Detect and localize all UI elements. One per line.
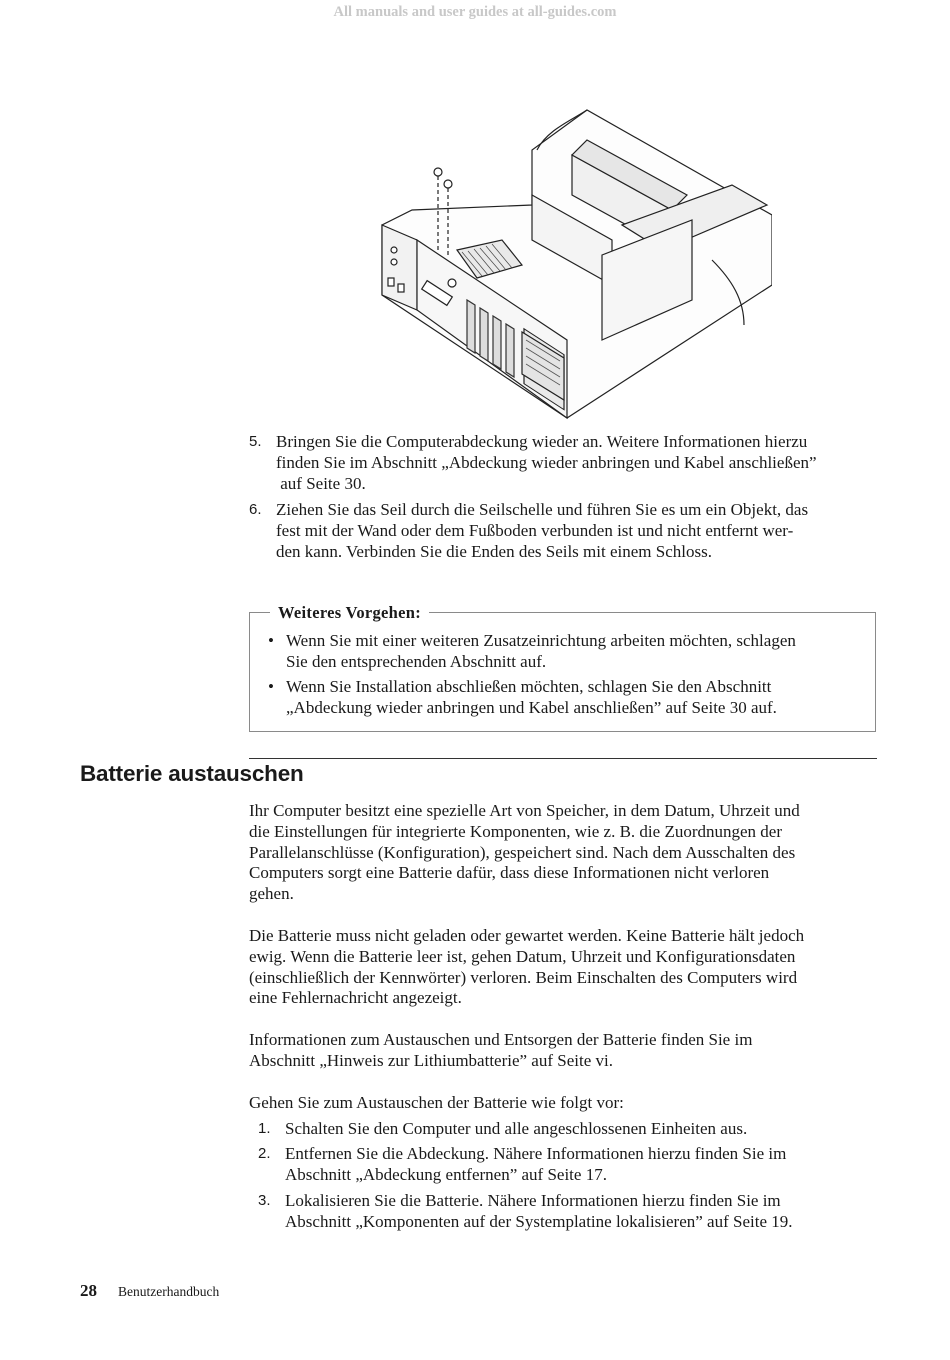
paragraph-line: ewig. Wenn die Batterie leer ist, gehen Datum, Uhrzeit und Konfigurationsdaten xyxy=(249,946,796,966)
paragraph-line: Gehen Sie zum Austauschen der Batterie wie folgt vor: xyxy=(249,1093,624,1112)
paragraph-line: Die Batterie muss nicht geladen oder gewartet werden. Keine Batterie hält jedoch xyxy=(249,926,805,945)
paragraph-line: die Einstellungen für integrierte Komponenten, wie z. B. die Zuordnungen der xyxy=(249,821,782,841)
bullet-mark: • xyxy=(268,631,274,650)
step-line: Bringen Sie die Computerabdeckung wieder an. Weitere Informationen hierzu xyxy=(276,432,808,451)
paragraph-line: Informationen zum Austauschen und Entsorgen der Batterie finden Sie im xyxy=(249,1030,753,1049)
computer-chassis-illustration xyxy=(372,100,772,420)
step-line: finden Sie im Abschnitt „Abdeckung wieder anbringen und Kabel anschließen” xyxy=(276,452,817,472)
step-line: Lokalisieren Sie die Batterie. Nähere Informationen hierzu finden Sie im xyxy=(285,1191,781,1210)
bullet-line: „Abdeckung wieder anbringen und Kabel anschließen” auf Seite 30 auf. xyxy=(286,697,777,717)
step-line: auf Seite 30. xyxy=(276,473,366,493)
section-heading: Batterie austauschen xyxy=(80,761,304,786)
paragraph xyxy=(249,926,889,1009)
paragraph-line: Computers sorgt eine Batterie dafür, dass diese Informationen nicht verloren xyxy=(249,863,770,883)
paragraph-line: gehen. xyxy=(249,884,294,904)
footer-title: Benutzerhandbuch xyxy=(118,1284,220,1299)
step-number: 3. xyxy=(258,1192,271,1209)
page-number: 28 xyxy=(80,1281,97,1300)
step-line: fest mit der Wand oder dem Fußboden verbunden ist und nicht entfernt wer- xyxy=(276,520,794,540)
step-number: 1. xyxy=(258,1120,271,1137)
watermark: All manuals and user guides at all-guides.com xyxy=(333,4,617,20)
step-line: Ziehen Sie das Seil durch die Seilschelle und führen Sie es um ein Objekt, das xyxy=(276,500,809,519)
section-rule xyxy=(249,758,877,759)
step-line: Abschnitt „Komponenten auf der Systemplatine lokalisieren” auf Seite 19. xyxy=(285,1211,793,1231)
step-number: 6. xyxy=(249,501,262,518)
step-line: Abschnitt „Abdeckung entfernen” auf Seite 17. xyxy=(285,1164,607,1184)
bullet-mark: • xyxy=(268,677,274,696)
bullet-line: Wenn Sie Installation abschließen möchten, schlagen Sie den Abschnitt xyxy=(286,677,772,696)
paragraph-line: Abschnitt „Hinweis zur Lithiumbatterie” auf Seite vi. xyxy=(249,1050,613,1070)
step-number: 5. xyxy=(249,433,262,450)
step-line: Schalten Sie den Computer und alle angeschlossenen Einheiten aus. xyxy=(285,1119,748,1138)
paragraph-line: (einschließlich der Kennwörter) verloren. Beim Einschalten des Computers wird xyxy=(249,967,798,987)
bullet-line: Sie den entsprechenden Abschnitt auf. xyxy=(286,651,547,671)
step-number: 2. xyxy=(258,1145,271,1162)
step-line: Entfernen Sie die Abdeckung. Nähere Informationen hierzu finden Sie im xyxy=(285,1144,787,1163)
paragraph-line: eine Fehlernachricht angezeigt. xyxy=(249,988,462,1008)
step-line: den kann. Verbinden Sie die Enden des Seils mit einem Schloss. xyxy=(276,541,712,561)
bullet-line: Wenn Sie mit einer weiteren Zusatzeinrichtung arbeiten möchten, schlagen xyxy=(286,631,796,650)
paragraph xyxy=(249,801,889,905)
next-steps-title: Weiteres Vorgehen: xyxy=(270,603,429,623)
paragraph-line: Ihr Computer besitzt eine spezielle Art von Speicher, in dem Datum, Uhrzeit und xyxy=(249,801,800,820)
paragraph xyxy=(249,1030,889,1072)
paragraph-line: Parallelanschlüsse (Konfiguration), gespeichert sind. Nach dem Ausschalten des xyxy=(249,842,796,862)
paragraph xyxy=(249,1093,889,1114)
